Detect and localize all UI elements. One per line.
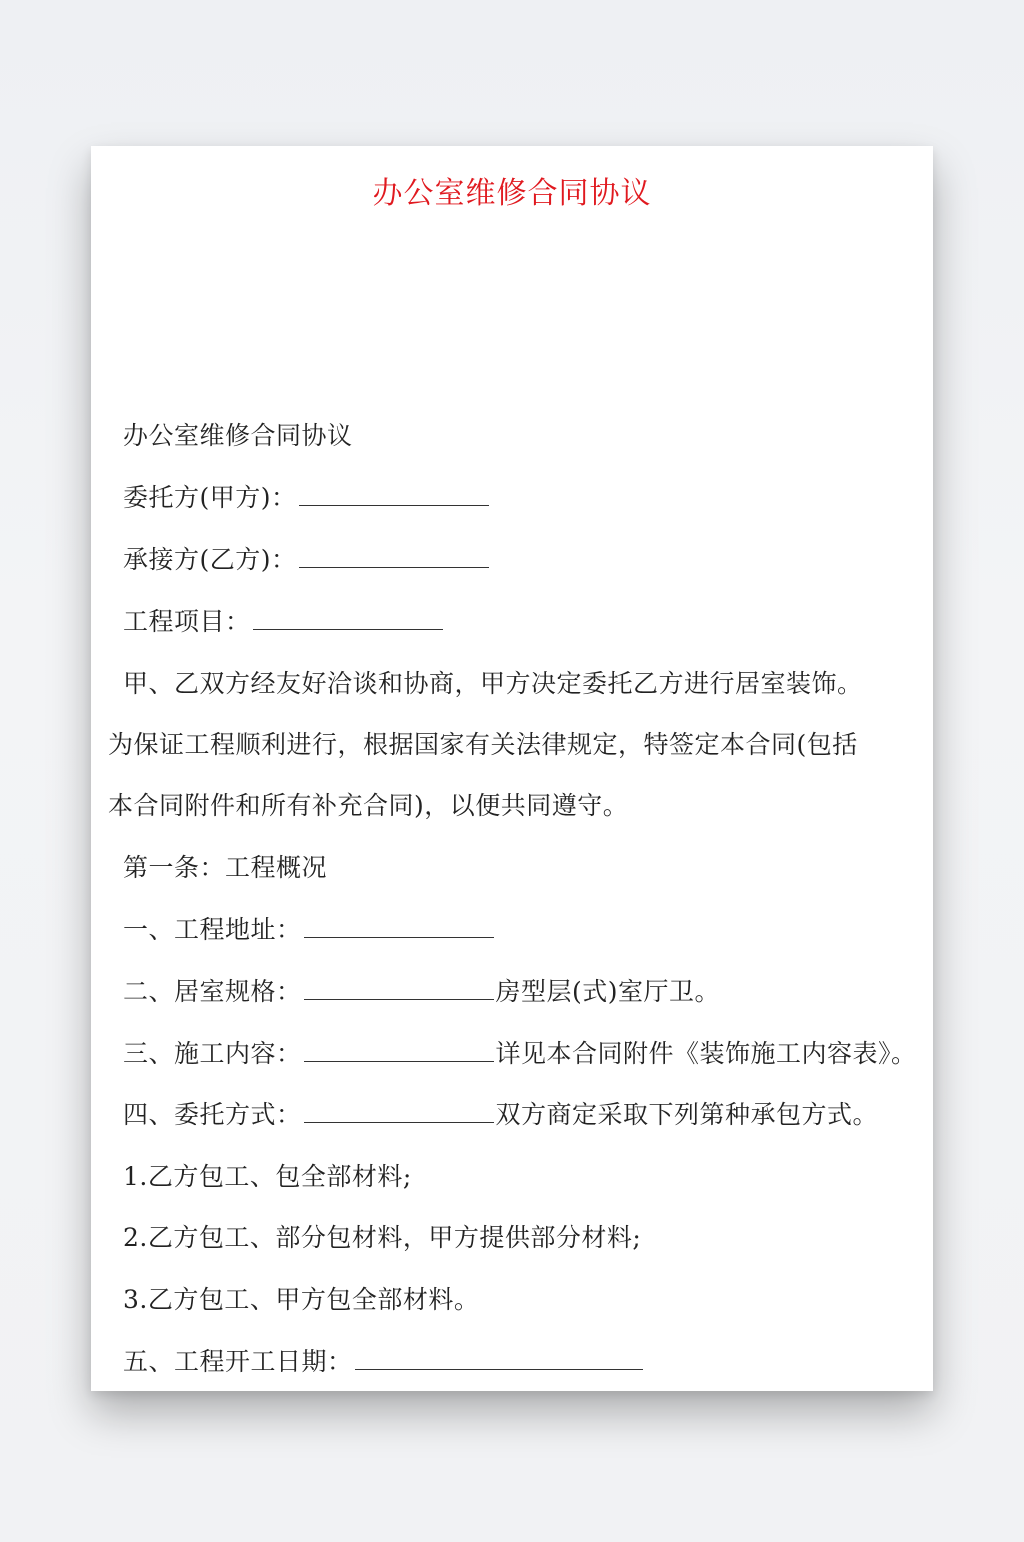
option-1: 1.乙方包工、包全部材料; bbox=[123, 1162, 412, 1191]
option-2: 2.乙方包工、部分包材料，甲方提供部分材料; bbox=[123, 1223, 642, 1252]
item-3-suffix: 详见本合同附件《装饰施工内容表》。 bbox=[495, 1039, 917, 1068]
project-line bbox=[123, 605, 919, 639]
party-b-line bbox=[123, 543, 919, 577]
item-1-label: 一、工程地址： bbox=[123, 915, 302, 944]
item-4-line bbox=[123, 1098, 919, 1132]
item-5-line bbox=[123, 1345, 919, 1379]
item-2-line bbox=[123, 975, 919, 1009]
document-subheading: 办公室维修合同协议 bbox=[123, 421, 353, 450]
item-2-label: 二、居室规格： bbox=[123, 977, 302, 1006]
item-3-label: 三、施工内容： bbox=[123, 1039, 302, 1068]
party-b-label: 承接方(乙方)： bbox=[123, 545, 297, 574]
project-label: 工程项目： bbox=[123, 607, 251, 636]
item-5-blank bbox=[355, 1347, 643, 1370]
document-page bbox=[91, 146, 933, 1391]
party-a-label: 委托方(甲方)： bbox=[123, 483, 297, 512]
document-heading: 办公室维修合同协议 bbox=[372, 176, 652, 211]
project-blank bbox=[253, 607, 443, 630]
item-4-blank bbox=[304, 1100, 494, 1123]
intro-paragraph-line-1: 甲、乙双方经友好洽谈和协商，甲方决定委托乙方进行居室装饰。 bbox=[123, 669, 863, 698]
item-2-suffix: 房型层(式)室厅卫。 bbox=[495, 977, 721, 1006]
item-1-blank bbox=[304, 915, 494, 938]
party-b-blank bbox=[299, 545, 489, 568]
party-a-line bbox=[123, 481, 919, 515]
item-5-label: 五、工程开工日期： bbox=[123, 1347, 353, 1376]
intro-paragraph-line-3: 本合同附件和所有补充合同)，以便共同遵守。 bbox=[108, 791, 629, 820]
item-2-blank bbox=[304, 977, 494, 1000]
option-3: 3.乙方包工、甲方包全部材料。 bbox=[123, 1285, 480, 1314]
party-a-blank bbox=[299, 483, 489, 506]
intro-paragraph-line-2: 为保证工程顺利进行，根据国家有关法律规定，特签定本合同(包括 bbox=[108, 730, 858, 759]
item-3-blank bbox=[304, 1039, 494, 1062]
item-1-line bbox=[123, 913, 919, 947]
article-1-title: 第一条：工程概况 bbox=[123, 853, 328, 882]
item-4-suffix: 双方商定采取下列第种承包方式。 bbox=[495, 1100, 879, 1129]
item-4-label: 四、委托方式： bbox=[123, 1100, 302, 1129]
item-3-line bbox=[123, 1037, 919, 1071]
